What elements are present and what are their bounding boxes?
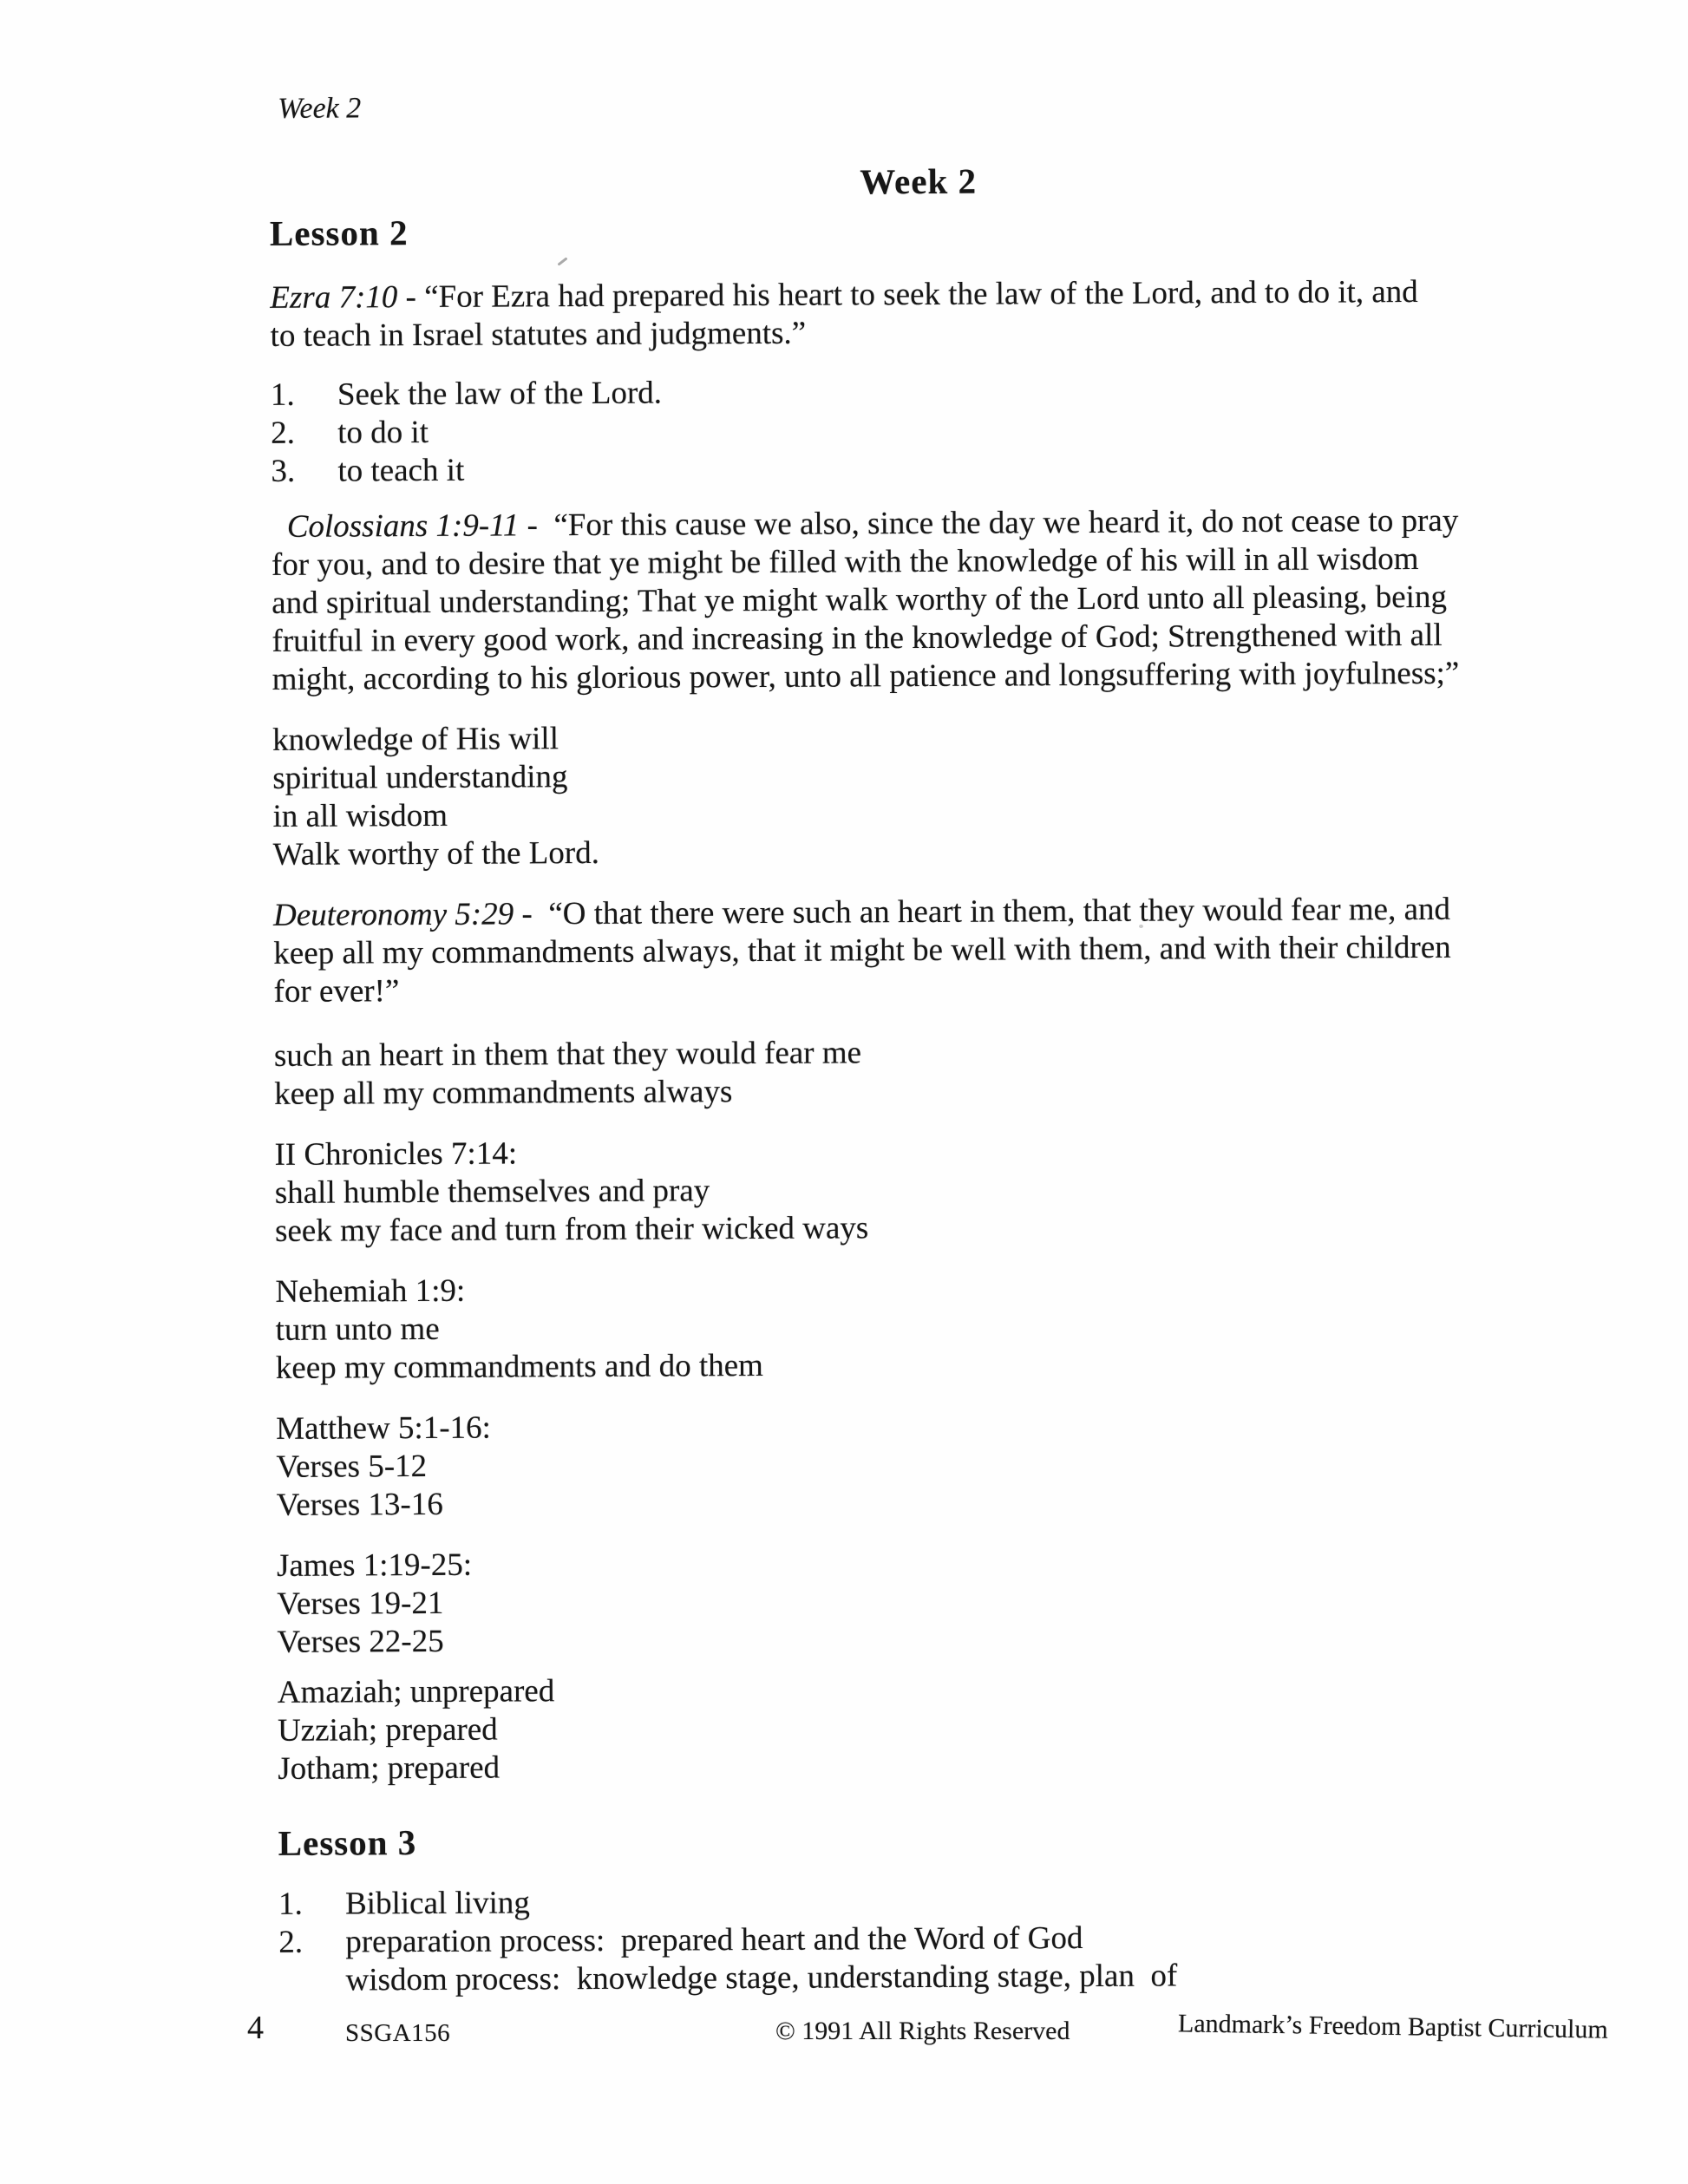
chronicles-block (274, 1129, 1573, 1251)
footer-copyright: © 1991 All Rights Reserved (775, 2017, 1070, 2045)
note-line: Verses 5-12 (276, 1448, 428, 1485)
scripture-line: fruitful in every good work, and increasing in the knowledge of God; Strengthened with all (272, 617, 1443, 659)
scripture-line: for you, and to desire that ye might be filled with the knowledge of his will in all wisdom (271, 540, 1419, 583)
scripture-line (273, 890, 1571, 935)
deuteronomy-paragraph (273, 890, 1572, 1011)
scripture-text: - “O that there were such an heart in them, that they would fear me, and (514, 891, 1451, 932)
deuteronomy-points (274, 1030, 1572, 1114)
list-number: 1. (270, 376, 295, 413)
colossians-points (272, 715, 1571, 874)
scan-speck (1139, 925, 1143, 928)
scripture-ref: Ezra 7:10 (270, 279, 398, 316)
note-line: II Chronicles 7:14: (274, 1135, 518, 1173)
document-content (269, 0, 1577, 2000)
list-item-text-group (345, 1919, 1177, 1999)
list-item (271, 446, 1568, 491)
scripture-line: might, according to his glorious power, unto all patience and longsuffering with joyfulness;” (272, 655, 1460, 697)
note-line: James 1:19-25: (276, 1546, 473, 1584)
list-number: 3. (271, 453, 296, 489)
scripture-text: - “For this cause we also, since the day we heard it, do not cease to pray (519, 502, 1459, 544)
note-line: Verses 19-21 (277, 1585, 444, 1622)
ezra-points-list (271, 369, 1569, 491)
note-line: Walk worthy of the Lord. (272, 834, 600, 873)
note-line: spiritual understanding (272, 759, 568, 796)
scripture-line: to teach in Israel statutes and judgments.” (270, 315, 807, 354)
page-title: Week 2 (860, 160, 978, 202)
list-number: 2. (278, 1924, 304, 1960)
scripture-ref: Deuteronomy 5:29 (272, 896, 514, 933)
list-item-text: wisdom process: knowledge stage, understanding stage, plan of (345, 1958, 1178, 1998)
note-line: keep all my commandments always (274, 1074, 733, 1112)
footer-brand: Landmark’s Freedom Baptist Curriculum (1177, 2009, 1608, 2044)
list-item-text: Biblical living (344, 1885, 530, 1922)
nehemiah-block (275, 1266, 1574, 1388)
lesson-3-heading: Lesson 3 (278, 1822, 417, 1863)
note-line: Jotham; prepared (278, 1749, 501, 1787)
note-line: Uzziah; prepared (277, 1711, 498, 1749)
note-line: shall humble themselves and pray (274, 1173, 710, 1211)
scripture-line (272, 501, 1569, 546)
matthew-block (276, 1403, 1574, 1525)
note-line: knowledge of His will (272, 721, 559, 758)
note-line: keep my commandments and do them (275, 1347, 764, 1386)
kings-block (278, 1667, 1576, 1788)
list-number: 2. (271, 415, 296, 451)
colossians-paragraph (272, 501, 1570, 699)
note-line: Matthew 5:1-16: (276, 1409, 491, 1447)
corner-week-label: Week 2 (278, 92, 362, 125)
lesson-2-heading: Lesson 2 (269, 213, 409, 253)
note-line: such an heart in them that they would fear me (273, 1035, 862, 1074)
james-block (277, 1540, 1575, 1662)
ezra-paragraph (270, 272, 1567, 356)
scripture-line: keep all my commandments always, that it might be well with them, and with their children (273, 929, 1451, 971)
list-item (271, 408, 1568, 453)
scripture-text: - “For Ezra had prepared his heart to seek the law of the Lord, and to do it, and (397, 273, 1418, 316)
note-line: seek my face and turn from their wicked ways (274, 1210, 869, 1249)
scripture-ref: Colossians 1:9-11 (286, 507, 520, 545)
list-item-text: Seek the law of the Lord. (337, 375, 663, 413)
footer-page-number: 4 (247, 2010, 264, 2046)
list-item-text: to teach it (337, 452, 465, 489)
note-line: Amaziah; unprepared (277, 1673, 555, 1710)
note-line: Verses 13-16 (276, 1486, 443, 1523)
list-item (278, 1917, 1576, 2000)
list-item (271, 369, 1568, 415)
footer-document-code: SSGA156 (345, 2019, 451, 2047)
note-line: turn unto me (275, 1311, 440, 1348)
scripture-line: for ever!” (273, 973, 400, 1010)
list-item (278, 1879, 1576, 1924)
list-item-text: to do it (337, 414, 429, 451)
note-line: in all wisdom (272, 797, 448, 834)
scripture-line: and spiritual understanding; That ye might walk worthy of the Lord unto all pleasing, being (272, 579, 1448, 621)
list-item-text: preparation process: prepared heart and the Word of God (345, 1920, 1083, 1960)
lesson-3-list (278, 1879, 1577, 2000)
note-line: Verses 22-25 (277, 1623, 444, 1660)
note-line: Nehemiah 1:9: (275, 1272, 466, 1310)
list-number: 1. (278, 1886, 303, 1922)
scripture-line (270, 272, 1567, 317)
